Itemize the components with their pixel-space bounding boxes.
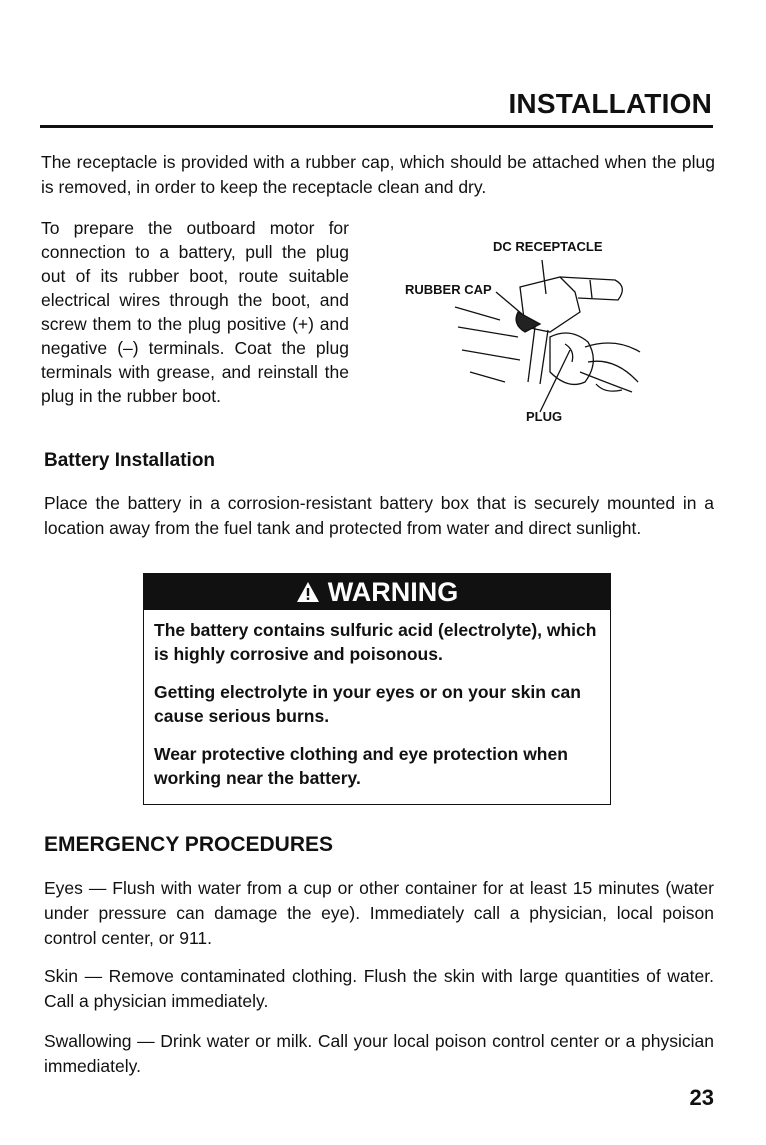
rubber-cap-label: RUBBER CAP: [405, 282, 492, 297]
plug-label: PLUG: [526, 409, 563, 424]
battery-installation-text: Place the battery in a corrosion-resistant battery box that is securely mounted in a location away from the fuel tank and protected from water and direct sunlight.: [44, 493, 714, 538]
warning-box: [143, 573, 611, 805]
header-rule: [40, 125, 713, 128]
receptacle-illustration: [400, 232, 660, 432]
receptacle-figure: [400, 232, 660, 432]
page-number: 23: [689, 1085, 714, 1110]
swallowing-procedure: Swallowing — Drink water or milk. Call your local poison control center or a physician immediately.: [44, 1031, 714, 1076]
dc-receptacle-label: DC RECEPTACLE: [493, 239, 603, 254]
warning-header: [144, 574, 610, 610]
emergency-procedures-heading: EMERGENCY PROCEDURES: [44, 833, 333, 856]
intro-paragraph: The receptacle is provided with a rubber cap, which should be attached when the plug is removed, in order to keep the receptacle clean and dry.: [41, 152, 715, 197]
warning-paragraph: Wear protective clothing and eye protection when working near the battery.: [154, 744, 568, 788]
warning-paragraph: The battery contains sulfuric acid (electrolyte), which is highly corrosive and poisonous.: [154, 620, 597, 664]
skin-procedure: Skin — Remove contaminated clothing. Flush the skin with large quantities of water. Call a physician immediately.: [44, 966, 714, 1011]
page-title: INSTALLATION: [508, 88, 712, 119]
warning-triangle-icon: [296, 581, 320, 603]
warning-paragraph: Getting electrolyte in your eyes or on your skin can cause serious burns.: [154, 682, 581, 726]
preparation-paragraph: To prepare the outboard motor for connection to a battery, pull the plug out of its rubber boot, route suitable electrical wires through the boot, and screw them to the plug positive (+) and negative (–) terminals. Coat the plug terminals with grease, and reinstall the plug in the rubber boot.: [41, 218, 349, 406]
warning-title: WARNING: [327, 576, 459, 607]
battery-installation-heading: Battery Installation: [44, 450, 216, 471]
eyes-procedure: Eyes — Flush with water from a cup or other container for at least 15 minutes (water under pressure can damage the eye). Immediately call a physician, local poison control center, or 911.: [44, 878, 714, 948]
